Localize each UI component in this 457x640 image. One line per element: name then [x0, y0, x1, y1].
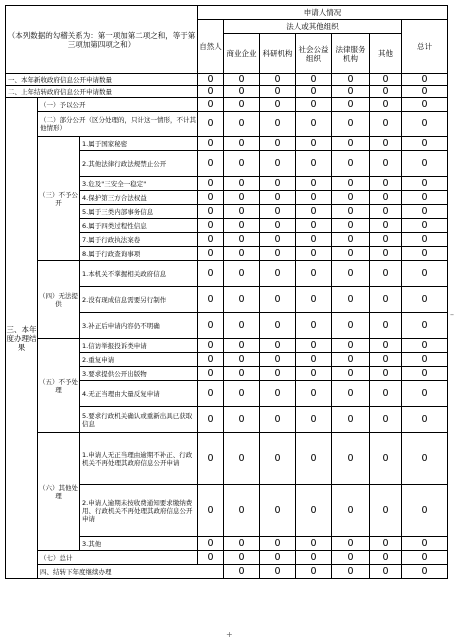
table-row: [6, 433, 448, 485]
value-cell: 0: [296, 367, 332, 381]
value-cell: 0: [260, 219, 296, 233]
value-cell: 0: [224, 353, 260, 367]
value-cell: 0: [260, 381, 296, 407]
value-cell: 0: [260, 177, 296, 191]
refuse-item: 5.属于三类内部事务信息: [80, 205, 198, 219]
value-cell: 0: [296, 233, 332, 247]
value-cell: 0: [402, 74, 448, 86]
value-cell: 0: [260, 367, 296, 381]
value-cell: 0: [402, 233, 448, 247]
value-cell: 0: [260, 353, 296, 367]
value-cell: 0: [332, 287, 370, 313]
value-cell: 0: [198, 313, 224, 339]
value-cell: 0: [260, 407, 296, 433]
value-cell: 0: [370, 177, 402, 191]
value-cell: 0: [260, 86, 296, 98]
refuse-item: 6.属于四类过程性信息: [80, 219, 198, 233]
notprocess-item: 5.要求行政机关确认或重新出具已获取信息: [80, 407, 198, 433]
value-cell: 0: [332, 407, 370, 433]
table-row: [6, 137, 448, 151]
value-cell: 0: [296, 339, 332, 353]
value-cell: 0: [370, 565, 402, 579]
page-marker-dash: –: [450, 310, 454, 319]
value-cell: 0: [332, 551, 370, 565]
group-notprocess-label: （五）不予处理: [38, 339, 80, 433]
value-cell: 0: [332, 485, 370, 537]
otherproc-item: 1.申请人无正当理由逾期不补正、行政机关不再处理其政府信息公开申请: [80, 433, 198, 485]
value-cell: 0: [224, 151, 260, 177]
value-cell: 0: [402, 407, 448, 433]
value-cell: 0: [198, 86, 224, 98]
value-cell: 0: [296, 205, 332, 219]
value-cell: 0: [370, 353, 402, 367]
value-cell: 0: [224, 407, 260, 433]
value-cell: 0: [260, 313, 296, 339]
value-cell: 0: [224, 247, 260, 261]
value-cell: 0: [198, 205, 224, 219]
value-cell: 0: [296, 381, 332, 407]
value-cell: 0: [370, 112, 402, 137]
value-cell: 0: [198, 339, 224, 353]
value-cell: 0: [332, 177, 370, 191]
table-row: [6, 339, 448, 353]
refuse-item: 1.属于国家秘密: [80, 137, 198, 151]
value-cell: 0: [332, 86, 370, 98]
value-cell: 0: [260, 151, 296, 177]
value-cell: 0: [332, 137, 370, 151]
row-carried-over: 二、上年结转政府信息公开申请数量: [6, 86, 198, 98]
value-cell: 0: [296, 551, 332, 565]
value-cell: 0: [224, 191, 260, 205]
value-cell: 0: [260, 551, 296, 565]
header-natural-person: 自然人: [198, 20, 224, 74]
value-cell: 0: [370, 261, 402, 287]
value-cell: 0: [224, 86, 260, 98]
group-otherproc-label: （六）其他处理: [38, 433, 80, 551]
value-cell: 0: [296, 219, 332, 233]
value-cell: 0: [370, 381, 402, 407]
value-cell: 0: [198, 367, 224, 381]
value-cell: 0: [370, 287, 402, 313]
value-cell: 0: [260, 137, 296, 151]
value-cell: 0: [198, 219, 224, 233]
value-cell: 0: [198, 287, 224, 313]
header-legal-orgs: 法人或其他组织: [224, 20, 402, 34]
value-cell: 0: [370, 137, 402, 151]
value-cell: 0: [370, 537, 402, 551]
table-row: [6, 551, 448, 565]
header-research: 科研机构: [260, 34, 296, 74]
table-row: [6, 112, 448, 137]
value-cell: 0: [332, 537, 370, 551]
header-social-welfare: 社会公益组织: [296, 34, 332, 74]
value-cell: 0: [370, 247, 402, 261]
header-other: 其他: [370, 34, 402, 74]
value-cell: 0: [198, 551, 224, 565]
value-cell: 0: [260, 247, 296, 261]
value-cell: 0: [224, 287, 260, 313]
value-cell: 0: [260, 433, 296, 485]
value-cell: 0: [224, 233, 260, 247]
value-cell: 0: [370, 74, 402, 86]
value-cell: 0: [332, 381, 370, 407]
value-cell: 0: [332, 205, 370, 219]
value-cell: 0: [198, 485, 224, 537]
row-carry-forward: 四、结转下年度继续办理: [38, 565, 224, 579]
value-cell: 0: [332, 219, 370, 233]
value-cell: 0: [402, 247, 448, 261]
value-cell: 0: [224, 137, 260, 151]
value-cell: 0: [224, 485, 260, 537]
header-legal-service: 法律服务机构: [332, 34, 370, 74]
value-cell: 0: [402, 313, 448, 339]
value-cell: 0: [370, 339, 402, 353]
value-cell: 0: [224, 219, 260, 233]
value-cell: 0: [198, 98, 224, 112]
value-cell: 0: [332, 565, 370, 579]
value-cell: 0: [198, 233, 224, 247]
value-cell: 0: [332, 433, 370, 485]
group-refuse-label: （三）不予公开: [38, 137, 80, 261]
value-cell: 0: [198, 381, 224, 407]
table-row: [6, 261, 448, 287]
row-partial: （二）部分公开（区分处理的，只计这一情形，不计其他情形）: [38, 112, 198, 137]
value-cell: 0: [332, 151, 370, 177]
value-cell: 0: [260, 205, 296, 219]
value-cell: 0: [332, 112, 370, 137]
value-cell: 0: [296, 353, 332, 367]
value-cell: 0: [224, 177, 260, 191]
value-cell: 0: [332, 247, 370, 261]
value-cell: 0: [260, 565, 296, 579]
value-cell: 0: [402, 112, 448, 137]
value-cell: 0: [198, 261, 224, 287]
value-cell: 0: [198, 537, 224, 551]
value-cell: 0: [402, 537, 448, 551]
value-cell: 0: [370, 233, 402, 247]
value-cell: 0: [370, 485, 402, 537]
value-cell: 0: [224, 205, 260, 219]
value-cell: 0: [370, 407, 402, 433]
value-cell: 0: [260, 261, 296, 287]
refuse-item: 4.保护第三方合法权益: [80, 191, 198, 205]
value-cell: 0: [296, 433, 332, 485]
value-cell: 0: [332, 353, 370, 367]
value-cell: 0: [370, 219, 402, 233]
value-cell: 0: [332, 98, 370, 112]
value-cell: 0: [370, 433, 402, 485]
value-cell: 0: [198, 407, 224, 433]
value-cell: 0: [260, 74, 296, 86]
value-cell: 0: [370, 98, 402, 112]
value-cell: 0: [332, 367, 370, 381]
value-cell: 0: [224, 98, 260, 112]
value-cell: 0: [370, 151, 402, 177]
table-row: [6, 74, 448, 86]
notprocess-item: 4.无正当理由大量反复申请: [80, 381, 198, 407]
value-cell: 0: [332, 261, 370, 287]
header-note: （本列数据的勾稽关系为：第一项加第二项之和，等于第三项加第四项之和）: [6, 6, 198, 74]
value-cell: 0: [224, 433, 260, 485]
value-cell: 0: [402, 287, 448, 313]
government-info-disclosure-table: [5, 5, 448, 579]
otherproc-item: 2.申请人逾期未按收费通知要求缴纳费用、行政机关不再处理其政府信息公开申请: [80, 485, 198, 537]
value-cell: 0: [224, 112, 260, 137]
refuse-item: 7.属于行政执法案卷: [80, 233, 198, 247]
value-cell: 0: [260, 98, 296, 112]
notprocess-item: 1.信访举报投诉类申请: [80, 339, 198, 353]
value-cell: 0: [402, 261, 448, 287]
value-cell: 0: [402, 205, 448, 219]
value-cell: 0: [402, 353, 448, 367]
refuse-item: 8.属于行政查询事项: [80, 247, 198, 261]
value-cell: 0: [402, 98, 448, 112]
value-cell: 0: [296, 537, 332, 551]
value-cell: 0: [402, 151, 448, 177]
value-cell: 0: [370, 313, 402, 339]
value-cell: 0: [260, 191, 296, 205]
value-cell: 0: [224, 339, 260, 353]
value-cell: 0: [296, 86, 332, 98]
value-cell: 0: [370, 191, 402, 205]
header-applicant-status: 申请人情况: [198, 6, 448, 20]
value-cell: 0: [198, 177, 224, 191]
value-cell: 0: [332, 74, 370, 86]
value-cell: 0: [402, 565, 448, 579]
notprocess-item: 3.要求提供公开出版物: [80, 367, 198, 381]
header-total: 总计: [402, 20, 448, 74]
value-cell: 0: [402, 86, 448, 98]
value-cell: 0: [332, 339, 370, 353]
value-cell: 0: [332, 313, 370, 339]
value-cell: 0: [296, 177, 332, 191]
value-cell: 0: [198, 112, 224, 137]
value-cell: 0: [224, 381, 260, 407]
row-grant: （一）予以公开: [38, 98, 198, 112]
value-cell: 0: [198, 74, 224, 86]
value-cell: 0: [296, 407, 332, 433]
value-cell: 0: [296, 261, 332, 287]
value-cell: 0: [224, 74, 260, 86]
value-cell: 0: [402, 433, 448, 485]
value-cell: 0: [370, 205, 402, 219]
refuse-item: 2.其他法律行政法规禁止公开: [80, 151, 198, 177]
table-row: [6, 98, 448, 112]
value-cell: 0: [402, 219, 448, 233]
value-cell: 0: [332, 191, 370, 205]
notprocess-item: 2.重复申请: [80, 353, 198, 367]
value-cell: 0: [296, 485, 332, 537]
value-cell: 0: [402, 367, 448, 381]
value-cell: 0: [402, 381, 448, 407]
value-cell: 0: [260, 233, 296, 247]
value-cell: 0: [296, 74, 332, 86]
refuse-item: 3.危及"三安全一稳定": [80, 177, 198, 191]
value-cell: 0: [296, 191, 332, 205]
value-cell: 0: [260, 537, 296, 551]
unable-item: 2.没有现成信息需要另行制作: [80, 287, 198, 313]
value-cell: 0: [198, 151, 224, 177]
value-cell: 0: [296, 151, 332, 177]
value-cell: 0: [224, 261, 260, 287]
value-cell: 0: [198, 353, 224, 367]
value-cell: 0: [198, 191, 224, 205]
section-results-label: 三、本年度办理结果: [6, 98, 38, 579]
value-cell: 0: [260, 339, 296, 353]
value-cell: 0: [402, 191, 448, 205]
value-cell: 0: [224, 367, 260, 381]
value-cell: 0: [296, 565, 332, 579]
row-new-requests: 一、本年新收政府信息公开申请数量: [6, 74, 198, 86]
value-cell: 0: [296, 247, 332, 261]
table-row: [6, 565, 448, 579]
value-cell: 0: [224, 537, 260, 551]
value-cell: 0: [198, 433, 224, 485]
value-cell: 0: [296, 137, 332, 151]
value-cell: 0: [370, 551, 402, 565]
value-cell: 0: [198, 247, 224, 261]
value-cell: 0: [332, 233, 370, 247]
unable-item: 1.本机关不掌握相关政府信息: [80, 261, 198, 287]
value-cell: 0: [198, 137, 224, 151]
value-cell: 0: [402, 137, 448, 151]
page-marker-plus: +: [226, 630, 233, 639]
value-cell: 0: [296, 98, 332, 112]
unable-item: 3.补正后申请内容仍不明确: [80, 313, 198, 339]
value-cell: 0: [296, 287, 332, 313]
value-cell: 0: [370, 86, 402, 98]
value-cell: 0: [224, 565, 260, 579]
otherproc-item: 3.其他: [80, 537, 198, 551]
value-cell: 0: [260, 485, 296, 537]
value-cell: 0: [296, 112, 332, 137]
value-cell: 0: [296, 313, 332, 339]
group-unable-label: （四）无法提供: [38, 261, 80, 339]
value-cell: 0: [260, 112, 296, 137]
value-cell: 0: [370, 367, 402, 381]
value-cell: 0: [402, 177, 448, 191]
table-row: [6, 86, 448, 98]
value-cell: 0: [224, 551, 260, 565]
value-cell: 0: [224, 313, 260, 339]
value-cell: 0: [402, 551, 448, 565]
value-cell: 0: [260, 287, 296, 313]
value-cell: 0: [402, 485, 448, 537]
value-cell: 0: [402, 339, 448, 353]
row-total: （七）总计: [38, 551, 198, 565]
header-commercial: 商业企业: [224, 34, 260, 74]
